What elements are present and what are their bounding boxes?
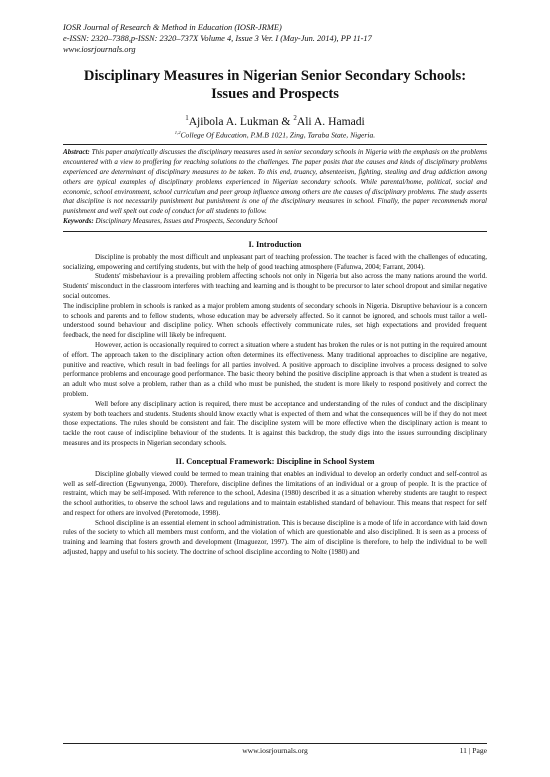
abstract-top-rule (63, 144, 487, 145)
title-line-2: Issues and Prospects (211, 86, 339, 102)
journal-issn: e-ISSN: 2320–7388,p-ISSN: 2320–737X Volume 4, Issue 3 Ver. I (May-Jun. 2014), PP 11-17 (63, 34, 372, 43)
paragraph: Well before any disciplinary action is required, there must be acceptance and understanding of the rules of conduct and the disciplinary system by both teachers and students. Students should know exactly what is expected of them and what the consequences will be if they do not meet those expectations. The rules should be consistent and fair. The discipline system will be more effective when the disciplinary action is meant to tackle the root cause of indiscipline behaviour of the students. It is against this backdrop, the study digs into the issues surrounding disciplinary measures and its prospects in Nigerian secondary schools. (63, 399, 487, 447)
journal-name: IOSR Journal of Research & Method in Education (IOSR-JRME) (63, 23, 282, 32)
page-footer (63, 743, 487, 755)
keywords (63, 217, 487, 227)
abstract (63, 148, 487, 217)
author2-name: Ali A. Hamadi (296, 114, 365, 128)
section-2-heading: II. Conceptual Framework: Discipline in School System (175, 456, 375, 466)
paragraph: However, action is occasionally required to correct a situation where a student has broken the rules or is not putting in the required amount of effort. The approach taken to the disciplinary action often determines its effectiveness. Many traditional approaches to discipline are negative, punitive and reactive, which result in bad feelings for all parties involved. A positive approach to discipline involves a process designed to solve performance problems and encourage good performance. The basic theory behind the positive discipline approach is that when a student is treated as an adult who must solve a problem, rather than as a child who must be punished, the student is more likely to respond positively and correct the problem. (63, 340, 487, 398)
authors (63, 112, 487, 128)
paragraph: The indiscipline problem in schools is ranked as a major problem among students of secondary schools in Nigeria. Disruptive behaviour is a concern to schools and parents and to fellow students, whose education may be adversely affected. So it cannot be ignored, and schools must tailor a well-understood sound behaviour and discipline policy. When schools effectively communicate rules, set high expectations and provided frequent feedback, the need for discipline will likely be infrequent. (63, 301, 487, 340)
author1-sup: 1 (185, 114, 189, 122)
journal-header (63, 22, 487, 55)
footer-url[interactable]: www.iosrjournals.org (242, 746, 308, 755)
section-1-heading: I. Introduction (248, 239, 302, 249)
keywords-text: Disciplinary Measures, Issues and Prospects, Secondary School (95, 216, 278, 225)
affiliation (63, 128, 487, 141)
paragraph: Students' misbehaviour is a prevailing problem affecting schools not only in Nigeria but also across the many nations around the world. Students' misconduct in the classroom interferes with teaching and learning and is thought to be precursor to later school dropout and similar negative social outcomes. (63, 272, 487, 300)
author1-name: Ajibola A. Lukman & (188, 114, 294, 128)
paper-title (63, 67, 487, 103)
abstract-text: This paper analytically discusses the disciplinary measures used in senior secondary schools in Nigeria with the emphasis on the problems encountered with a view to proffering for reaching solutions to the challenges. The paper posits that the causes and kinds of disciplinary problems experienced are determinant of disciplinary measures to be taken. To this end, truancy, absenteeism, fighting, stealing and drug addiction among others are typical examples of disciplinary problems experienced in Nigerian secondary schools. While parental/home, political, social and economic, school environment, school curriculum and peer group influence among others are the causes of disciplinary problems. The study asserts that discipline is not necessarily punishment but punishment is one of the disciplinary measures in school. Finally, the paper recommends moral punishment and well spelt out code of conduct for all students to follow. (63, 148, 487, 216)
title-line-1: Disciplinary Measures in Nigerian Senior Secondary Schools: (83, 68, 467, 84)
keywords-label: Keywords: (63, 216, 94, 225)
journal-url[interactable]: www.iosrjournals.org (63, 45, 136, 54)
page-number: 11 | Page (459, 746, 487, 755)
paragraph: Discipline is probably the most difficult and unpleasant part of teaching profession. The teacher is faced with the challenges of educating, socializing, empowering and certifying students, but with the help of good teaching atmosphere (Fafunwa, 2004; Farrant, 2004). (63, 252, 487, 271)
affiliation-sup: 1,2 (174, 129, 181, 135)
paragraph: School discipline is an essential element in school administration. This is because discipline is a mode of life in accordance with laid down rules of the society to which all members must conform, and the violation of which are questionable and also disciplined. It is seen as a process of training and learning that fosters growth and development (Imaguezor, 1997). The aim of discipline is therefore, to help the individual to be well adjusted, happy and useful to his society. The doctrine of school discipline according to Nolte (1980) and (63, 518, 487, 557)
affiliation-text: College Of Education, P.M.B 1021, Zing, Taraba State, Nigeria. (180, 130, 376, 140)
paragraph: Discipline globally viewed could be termed to mean training that enables an individual to develop an orderly conduct and self-control as well as self-direction (Egwunyenga, 2000). Therefore, discipline defines the limitations of an individual or a group of people. It is the practice of restraint, which may be self-imposed. With reference to the school, Adesina (1980) described it as a situation whereby students are taught to respect the school authorities, to observe the school laws and regulations and to maintain established standard of behaviour. This means that respect for self and respect for others are involved (Peretomode, 1998). (63, 469, 487, 517)
abstract-label: Abstract: (63, 148, 90, 157)
abstract-bottom-rule (63, 231, 487, 232)
author2-sup: 2 (293, 114, 297, 122)
